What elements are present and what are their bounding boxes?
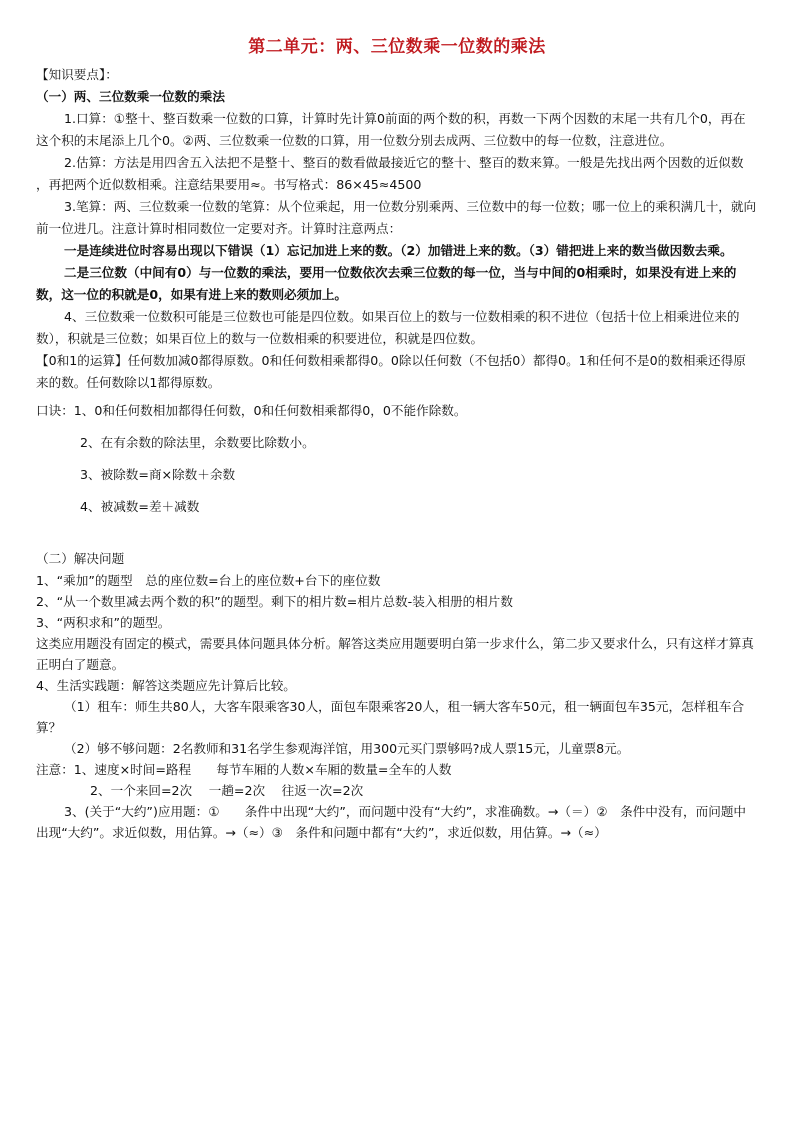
mnemonic-3: 3、被除数=商×除数＋余数 — [80, 467, 236, 482]
product-digits-paragraph: 4、三位数乘一位数积可能是三位数也可能是四位数。如果百位上的数与一位数相乘的积不进位（包括十位上相乘进位来的数），积就是三位数；如果百位上的数与一位数相乘的积要进位，积就是四位数。 — [36, 309, 740, 346]
section1-heading: （一）两、三位数乘一位数的乘法 — [36, 89, 225, 104]
oral-calc-paragraph: 1.口算：①整十、整百数乘一位数的口算，计算时先计算0前面的两个数的积，再数一下两个因数的末尾一共有几个0，再在这个积的末尾添上几个0。②两、三位数乘一位数的口算，用一位数分别去成两、三位数中的每一位数，注意进位。 — [36, 111, 746, 148]
written-calc-point1: 一是连续进位时容易出现以下错误（1）忘记加进上来的数。（2）加错进上来的数。（3）错把进上来的数当做因数去乘。 — [64, 243, 733, 258]
note-3: 3、(关于“大约”)应用题：① 条件中出现“大约”，而问题中没有“大约”，求准确数。→（＝）② 条件中没有，而问题中出现“大约”。求近似数，用估算。→（≈）③ 条件和问题中都有“大约”，求近似数，用估算。→（≈） — [36, 804, 747, 840]
section2-heading: （二）解决问题 — [36, 551, 125, 566]
problem-2: 2、“从一个数里减去两个数的积”的题型。剩下的相片数=相片总数-装入相册的相片数 — [36, 594, 513, 609]
problem-3: 3、“两积求和”的题型。 — [36, 615, 171, 630]
document-body — [36, 64, 758, 843]
mnemonic-1: 口诀：1、0和任何数相加都得任何数，0和任何数相乘都得0，0不能作除数。 — [36, 403, 467, 418]
problem-4-q2: （2）够不够问题：2名教师和31名学生参观海洋馆，用300元买门票够吗?成人票15元，儿童票8元。 — [64, 741, 630, 756]
zero-one-rules: 【0和1的运算】任何数加减0都得原数。0和任何数相乘都得0。0除以任何数（不包括0）都得0。1和任何不是0的数相乘还得原来的数。任何数除以1都得原数。 — [36, 353, 746, 390]
note-1: 注意：1、速度×时间=路程 每节车厢的人数×车厢的数量=全车的人数 — [36, 762, 452, 777]
mnemonic-4: 4、被减数=差＋减数 — [80, 499, 200, 514]
page-title: 第二单元：两、三位数乘一位数的乘法 — [248, 37, 546, 57]
problem-1: 1、“乘加”的题型 总的座位数=台上的座位数+台下的座位数 — [36, 573, 381, 588]
problem-4: 4、生活实践题：解答这类题应先计算后比较。 — [36, 678, 296, 693]
problem-3-note: 这类应用题没有固定的模式，需要具体问题具体分析。解答这类应用题要明白第一步求什么，第二步又要求什么，只有这样才算真正明白了题意。 — [36, 636, 754, 672]
problem-4-q1: （1）租车：师生共80人，大客车限乘客30人，面包车限乘客20人，租一辆大客车50元，租一辆面包车35元，怎样租车合算？ — [36, 699, 745, 735]
mnemonic-2: 2、在有余数的除法里，余数要比除数小。 — [80, 435, 315, 450]
estimate-paragraph: 2.估算：方法是用四舍五入法把不是整十、整百的数看做最接近它的整十、整百的数来算。一般是先找出两个因数的近似数 ，再把两个近似数相乘。注意结果要用≈。书写格式：86×45≈4500 — [36, 155, 744, 192]
written-calc-paragraph: 3.笔算：两、三位数乘一位数的笔算：从个位乘起，用一位数分别乘两、三位数中的每一位数；哪一位上的乘积满几十，就向前一位进几。注意计算时相同数位一定要对齐。计算时注意两点： — [36, 199, 757, 236]
note-2: 2、一个来回=2次 一趟=2次 往返一次=2次 — [90, 783, 364, 798]
knowledge-heading: 【知识要点】： — [36, 67, 118, 82]
written-calc-point2: 二是三位数（中间有0）与一位数的乘法，要用一位数依次去乘三位数的每一位，当与中间的0相乘时，如果没有进上来的数，这一位的积就是0，如果有进上来的数则必须加上。 — [36, 265, 737, 302]
